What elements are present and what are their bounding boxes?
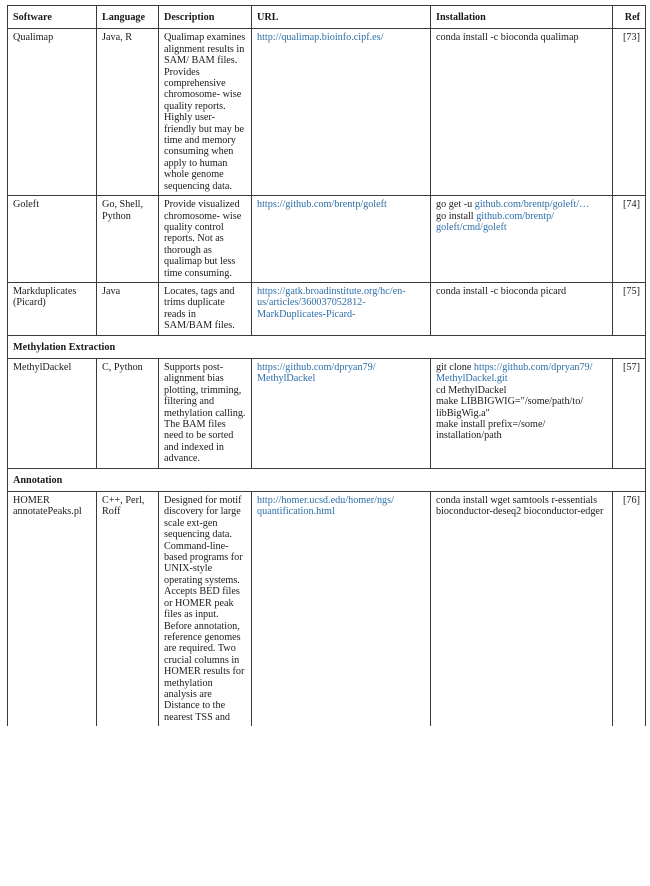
install-text: git clone — [436, 361, 474, 373]
description: Supports post-alignment bias plotting, trimming, filtering and methylation calling. The BAM files need to be sorted and indexed in advance. — [159, 358, 252, 468]
url-cell — [252, 196, 431, 283]
description: Locates, tags and trims duplicate reads in SAM/BAM files. — [159, 282, 252, 335]
installation: conda install -c bioconda qualimap — [431, 29, 613, 196]
software-table — [7, 5, 646, 726]
header-description: Description — [159, 6, 252, 29]
section-title-annotation: Annotation — [8, 468, 646, 491]
install-text: cd MethylDackel — [436, 384, 507, 396]
software-name: Goleft — [8, 196, 97, 283]
table-row — [8, 492, 646, 727]
description: Qualimap examines alignment results in SAM/ BAM files. Provides comprehensive chromosome- wise quality reports. Highly user-friendly but may be time and memory consuming when apply to human whole genome sequencing data. — [159, 29, 252, 196]
url-link[interactable]: https://github.com/dpryan79/ MethylDackel — [257, 361, 376, 385]
software-name: Qualimap — [8, 29, 97, 196]
header-software: Software — [8, 6, 97, 29]
header-language: Language — [97, 6, 159, 29]
installation: conda install -c bioconda picard — [431, 282, 613, 335]
header-installation: Installation — [431, 6, 613, 29]
url-cell — [252, 358, 431, 468]
url-link[interactable]: https://github.com/brentp/goleft — [257, 199, 387, 211]
url-cell — [252, 282, 431, 335]
install-text: go install — [436, 210, 477, 222]
reference: [75] — [613, 282, 646, 335]
url-cell — [252, 29, 431, 196]
url-link[interactable]: http://homer.ucsd.edu/homer/ngs/ quantification.html — [257, 495, 394, 518]
language: Java — [97, 282, 159, 335]
language: Go, Shell, Python — [97, 196, 159, 283]
table-row — [8, 282, 646, 335]
header-url: URL — [252, 6, 431, 29]
reference: [73] — [613, 29, 646, 196]
reference: [74] — [613, 196, 646, 283]
section-row — [8, 335, 646, 358]
url-cell — [252, 492, 431, 727]
description: Designed for motif discovery for large scale ext-gen sequencing data. Command-line-based programs for UNIX-style operating systems. Accepts BED files or HOMER peak files as input. Before annotation, reference genomes are required. Two crucial columns in HOMER results for methylation analysis are Distance to the nearest TSS and — [159, 492, 252, 727]
install-link[interactable]: github.com/brentp/ goleft/cmd/goleft — [436, 210, 554, 233]
section-title-methylation: Methylation Extraction — [8, 335, 646, 358]
header-ref: Ref — [613, 6, 646, 29]
url-link[interactable]: http://qualimap.bioinfo.cipf.es/ — [257, 32, 384, 44]
table-row — [8, 358, 646, 468]
install-text: make LIBBIGWIG="/some/path/to/ libBigWig.a" — [436, 396, 584, 419]
software-name: Markduplicates (Picard) — [8, 282, 97, 335]
installation — [431, 196, 613, 283]
header-row — [8, 6, 646, 29]
table-row — [8, 29, 646, 196]
software-name: MethylDackel — [8, 358, 97, 468]
installation — [431, 358, 613, 468]
installation: conda install wget samtools r-essentials bioconductor-deseq2 bioconductor-edger — [431, 492, 613, 727]
description: Provide visualized chromosome- wise quality control reports. Not as thorough as qualimap but less time consuming. — [159, 196, 252, 283]
reference: [76] — [613, 492, 646, 727]
url-link[interactable]: https://gatk.broadinstitute.org/hc/en-us/articles/360037052812-MarkDuplicates-Picard- — [257, 285, 406, 320]
install-link[interactable]: github.com/brentp/goleft/… — [474, 199, 590, 211]
language: C, Python — [97, 358, 159, 468]
section-row — [8, 468, 646, 491]
install-text: go get -u — [436, 199, 475, 211]
install-text: make install prefix=/some/ installation/path — [436, 419, 546, 442]
table-row — [8, 196, 646, 283]
reference: [57] — [613, 358, 646, 468]
language: C++, Perl, Roff — [97, 492, 159, 727]
language: Java, R — [97, 29, 159, 196]
software-name: HOMER annotatePeaks.pl — [8, 492, 97, 727]
install-link[interactable]: https://github.com/dpryan79/ MethylDackel.git — [436, 361, 593, 385]
